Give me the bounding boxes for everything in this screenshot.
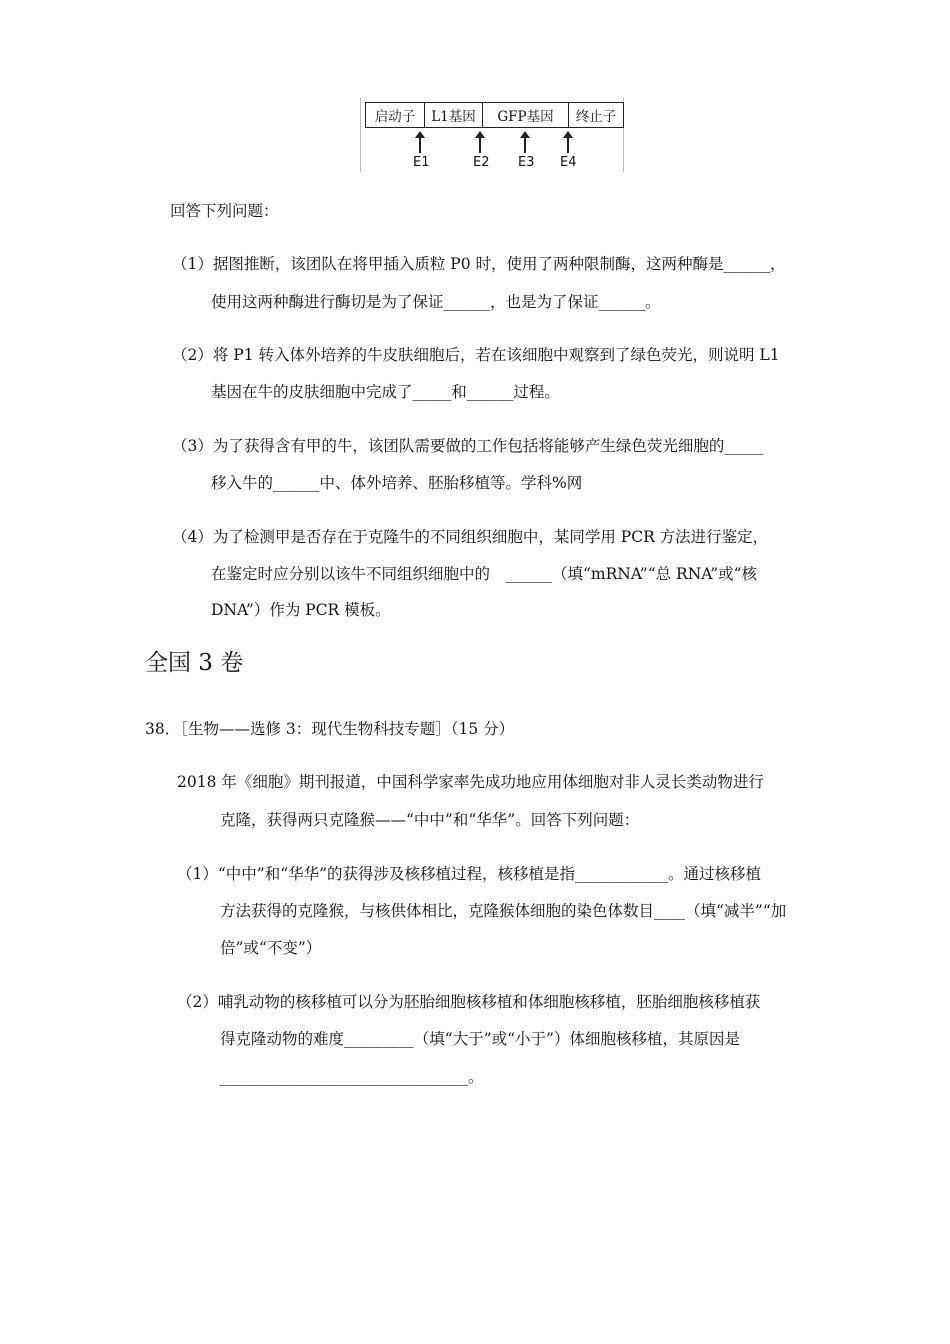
gene-construct-diagram	[360, 98, 624, 174]
q38-2-line3: ________________________________。	[220, 1068, 484, 1086]
segment-gfp-gene: GFP基因	[482, 103, 568, 127]
diagram-frame-left	[360, 98, 361, 172]
q38-1-line2: 方法获得的克隆猴，与核供体相比，克隆猴体细胞的染色体数目____（填“减半”“加	[220, 902, 787, 920]
arrow-e4-icon	[563, 131, 573, 153]
q3-line1: （3）为了获得含有甲的牛，该团队需要做的工作包括将能够产生绿色荧光细胞的_____	[172, 437, 764, 455]
q38-1-line1: （1）“中中”和“华华”的获得涉及核移植过程，核移植是指____________。通过核移植	[177, 865, 762, 883]
q2-line2: 基因在牛的皮肤细胞中完成了_____和______过程。	[211, 383, 560, 401]
q38-intro-line2: 克隆，获得两只克隆猴——“中中”和“华华”。回答下列问题：	[220, 811, 640, 829]
arrow-e2-icon	[475, 131, 485, 153]
site-e1: E1	[413, 155, 430, 170]
section-title: 全国 3 卷	[145, 650, 244, 676]
arrow-e3-icon	[520, 131, 530, 153]
site-e4: E4	[560, 155, 577, 170]
segment-terminator: 终止子	[568, 103, 623, 127]
q38-2-line1: （2）哺乳动物的核移植可以分为胚胎细胞核移植和体细胞核移植，胚胎细胞核移植获	[177, 993, 761, 1011]
q4-line3: DNA”）作为 PCR 模板。	[211, 601, 391, 619]
q38-1-line3: 倍”或“不变”）	[220, 939, 322, 957]
gene-construct-row	[365, 102, 624, 128]
segment-l1-gene: L1基因	[424, 103, 482, 127]
q38-2-line2: 得克隆动物的难度_________（填“大于”或“小于”）体细胞核移植，其原因是	[220, 1030, 740, 1048]
site-e3: E3	[518, 155, 535, 170]
q3-line2: 移入牛的______中、体外培养、胚胎移植等。学科%网	[211, 474, 583, 492]
segment-promoter: 启动子	[374, 109, 416, 125]
q38-intro-line1: 2018 年《细胞》期刊报道，中国科学家率先成功地应用体细胞对非人灵长类动物进行	[177, 773, 764, 791]
q4-line2: 在鉴定时应分别以该牛不同组织细胞中的 ______（填“mRNA”“总 RNA”或“核	[211, 565, 758, 583]
q4-line1: （4）为了检测甲是否存在于克隆牛的不同组织细胞中，某同学用 PCR 方法进行鉴定，	[172, 528, 769, 546]
q1-line2: 使用这两种酶进行酶切是为了保证______，也是为了保证______。	[211, 293, 661, 311]
q38-header: 38．［生物——选修 3：现代生物科技专题］（15 分）	[145, 720, 515, 738]
intro-text: 回答下列问题：	[170, 202, 279, 220]
q2-line1: （2）将 P1 转入体外培养的牛皮肤细胞后，若在该细胞中观察到了绿色荧光，则说明 L1	[172, 346, 780, 364]
q1-line1: （1）据图推断，该团队在将甲插入质粒 P0 时，使用了两种限制酶，这两种酶是______，	[172, 255, 786, 273]
site-e2: E2	[473, 155, 490, 170]
arrow-e1-icon	[415, 131, 425, 153]
